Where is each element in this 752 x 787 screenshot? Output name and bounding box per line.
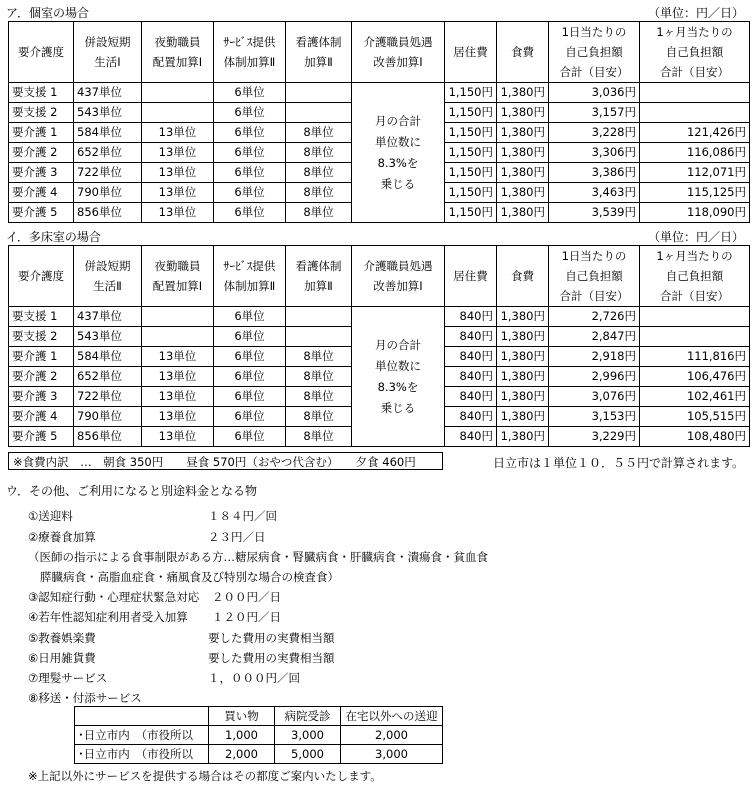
shared-room-header-cell bbox=[497, 246, 549, 307]
shared-room-header-cell bbox=[142, 246, 214, 307]
section-i-title: イ．多床室の場合 bbox=[6, 230, 101, 244]
private-room-header-cell bbox=[74, 22, 142, 83]
private-room-header-text: ｻｰﾋﾞｽ提供 bbox=[223, 35, 276, 49]
private-room-cell: 要介護 2 bbox=[9, 143, 74, 163]
item-label-young-dementia: ④若年性認知症利用者受入加算 bbox=[28, 610, 188, 624]
shared-room-header-cell bbox=[9, 246, 74, 307]
shared-room-cell: 1,380円 bbox=[497, 347, 549, 367]
private-room-merged-note-text: 乗じる bbox=[380, 176, 416, 191]
shared-room-cell: 652単位 bbox=[74, 367, 142, 387]
item-value-haircut: １，０００円／回 bbox=[208, 671, 300, 685]
transport-header-cell: 在宅以外への送迎 bbox=[341, 707, 443, 726]
shared-room-cell: 105,515円 bbox=[640, 407, 750, 427]
shared-room-cell: 1,380円 bbox=[497, 387, 549, 407]
shared-room-header-text: 改善加算Ⅰ bbox=[373, 279, 423, 293]
shared-room-cell: 1,380円 bbox=[497, 327, 549, 347]
private-room-cell: 1,150円 bbox=[445, 83, 497, 103]
private-room-cell: 13単位 bbox=[142, 143, 214, 163]
shared-room-cell: 840円 bbox=[445, 427, 497, 447]
private-room-header-text: 1ヶ月当たりの bbox=[656, 25, 733, 39]
shared-room-cell: 8単位 bbox=[286, 387, 352, 407]
shared-room-cell: 790単位 bbox=[74, 407, 142, 427]
transport-cell: 1,000 bbox=[209, 726, 275, 745]
private-room-header-cell bbox=[9, 22, 74, 83]
private-room-merged-note-text: 8.3%を bbox=[377, 155, 419, 170]
private-room-header-text: 配置加算Ⅰ bbox=[152, 55, 203, 69]
private-room-cell: 115,125円 bbox=[640, 183, 750, 203]
item-value-recreation: 要した費用の実費相当額 bbox=[208, 631, 335, 645]
shared-room-cell: 3,153円 bbox=[549, 407, 640, 427]
shared-room-cell: 2,847円 bbox=[549, 327, 640, 347]
shared-room-cell: 108,480円 bbox=[640, 427, 750, 447]
item-label-transport: ①送迎料 bbox=[28, 509, 73, 523]
transport-cell: ･日立市内 （市役所以 bbox=[75, 726, 209, 745]
private-room-cell: 1,150円 bbox=[445, 163, 497, 183]
private-room-cell: 1,380円 bbox=[497, 183, 549, 203]
shared-room-header-text: 自己負担額 bbox=[665, 269, 724, 283]
shared-room-header-text: 介護職員処遇 bbox=[363, 259, 433, 273]
shared-room-cell: 840円 bbox=[445, 347, 497, 367]
private-room-header-cell bbox=[214, 22, 286, 83]
private-room-cell: 要介護 4 bbox=[9, 183, 74, 203]
private-room-header-text: 自己負担額 bbox=[565, 45, 623, 59]
shared-room-merged-note-cell bbox=[352, 307, 445, 447]
private-room-cell: 6単位 bbox=[214, 83, 286, 103]
shared-room-fee-table bbox=[8, 245, 750, 447]
diet-note-line-2: 膵臓病食・高脂血症食・痛風食及び特別な場合の検査食） bbox=[40, 570, 339, 584]
private-room-cell: 121,426円 bbox=[640, 123, 750, 143]
shared-room-header-row bbox=[9, 246, 750, 307]
item-label-diet: ②療養食加算 bbox=[28, 530, 96, 544]
shared-room-header-text: 加算Ⅱ bbox=[304, 279, 333, 293]
shared-room-cell: 8単位 bbox=[286, 427, 352, 447]
shared-room-cell: 要介護 2 bbox=[9, 367, 74, 387]
shared-room-row bbox=[9, 307, 750, 327]
shared-room-cell: 3,229円 bbox=[549, 427, 640, 447]
shared-room-header-text: 配置加算Ⅰ bbox=[152, 279, 203, 293]
shared-room-cell: 1,380円 bbox=[497, 407, 549, 427]
private-room-cell: 3,463円 bbox=[549, 183, 640, 203]
private-room-cell: 1,150円 bbox=[445, 183, 497, 203]
shared-room-cell: 8単位 bbox=[286, 347, 352, 367]
private-room-cell: 112,071円 bbox=[640, 163, 750, 183]
private-room-header-text: 合計（目安） bbox=[660, 65, 729, 79]
private-room-cell: 1,380円 bbox=[497, 123, 549, 143]
shared-room-merged-note-text: 単位数に bbox=[375, 358, 421, 373]
private-room-cell: 584単位 bbox=[74, 123, 142, 143]
private-room-cell: 543単位 bbox=[74, 103, 142, 123]
shared-room-header-text: ｻｰﾋﾞｽ提供 bbox=[223, 259, 276, 273]
shared-room-header-text: 食費 bbox=[511, 269, 534, 283]
section-a-title: ア．個室の場合 bbox=[6, 6, 90, 20]
shared-room-cell: 6単位 bbox=[214, 327, 286, 347]
private-room-cell bbox=[142, 83, 214, 103]
transport-cell: 3,000 bbox=[275, 726, 341, 745]
item-value-dementia-emergency: ２００円／日 bbox=[212, 590, 281, 604]
private-room-header-text: 自己負担額 bbox=[665, 45, 724, 59]
shared-room-cell: 856単位 bbox=[74, 427, 142, 447]
shared-room-cell: 6単位 bbox=[214, 367, 286, 387]
private-room-cell: 722単位 bbox=[74, 163, 142, 183]
item-label-dementia-emergency: ③認知症行動・心理症状緊急対応 bbox=[28, 590, 200, 604]
transport-cell: 3,000 bbox=[341, 745, 443, 764]
transport-header-cell: 買い物 bbox=[209, 707, 275, 726]
item-label-recreation: ⑤教養娯楽費 bbox=[28, 631, 96, 645]
private-room-cell: 6単位 bbox=[214, 123, 286, 143]
private-room-header-text: 生活Ⅰ bbox=[94, 55, 121, 69]
private-room-cell: 6単位 bbox=[214, 163, 286, 183]
shared-room-header-text: 生活Ⅱ bbox=[93, 279, 122, 293]
private-room-cell: 8単位 bbox=[286, 163, 352, 183]
private-room-cell: 437単位 bbox=[74, 83, 142, 103]
private-room-cell: 3,036円 bbox=[549, 83, 640, 103]
private-room-header-text: 体制加算Ⅱ bbox=[223, 55, 276, 69]
item-label-daily-goods: ⑥日用雑貨費 bbox=[28, 651, 96, 665]
shared-room-cell: 要介護 1 bbox=[9, 347, 74, 367]
shared-room-header-cell bbox=[445, 246, 497, 307]
meal-breakdown-note: ※食費内訳 … 朝食 350円 昼食 570円（おやつ代含む） 夕食 460円 bbox=[8, 452, 443, 470]
private-room-merged-note-text: 単位数に bbox=[375, 134, 421, 149]
private-room-header-text: 合計（目安） bbox=[559, 65, 629, 79]
private-room-header-text: 居住費 bbox=[453, 45, 488, 59]
private-room-cell: 3,306円 bbox=[549, 143, 640, 163]
private-room-cell: 8単位 bbox=[286, 123, 352, 143]
private-room-cell: 116,086円 bbox=[640, 143, 750, 163]
private-room-header-cell bbox=[497, 22, 549, 83]
private-room-header-text: 夜勤職員 bbox=[154, 35, 201, 49]
shared-room-header-cell bbox=[549, 246, 640, 307]
item-label-transport-escort: ⑧移送・付添サービス bbox=[28, 691, 142, 705]
private-room-merged-note-text: 月の合計 bbox=[375, 113, 421, 128]
shared-room-cell: 要介護 4 bbox=[9, 407, 74, 427]
shared-room-cell bbox=[142, 327, 214, 347]
private-room-header-text: 1日当たりの bbox=[561, 25, 627, 39]
private-room-header-row bbox=[9, 22, 750, 83]
private-room-cell: 6単位 bbox=[214, 143, 286, 163]
footer-note: ※上記以外にサービスを提供する場合はその都度ご案内いたします。 bbox=[28, 769, 382, 783]
private-room-header-text: 併設短期 bbox=[84, 35, 131, 49]
shared-room-cell: 13単位 bbox=[142, 427, 214, 447]
shared-room-header-text: 自己負担額 bbox=[565, 269, 623, 283]
shared-room-header-cell bbox=[74, 246, 142, 307]
shared-room-cell: 13単位 bbox=[142, 347, 214, 367]
private-room-cell: 1,150円 bbox=[445, 203, 497, 223]
private-room-cell: 要支援 2 bbox=[9, 103, 74, 123]
private-room-cell: 8単位 bbox=[286, 143, 352, 163]
private-room-cell bbox=[640, 83, 750, 103]
shared-room-header-text: 居住費 bbox=[453, 269, 488, 283]
private-room-cell: 3,386円 bbox=[549, 163, 640, 183]
private-room-row bbox=[9, 83, 750, 103]
shared-room-merged-note-text: 乗じる bbox=[380, 400, 416, 415]
shared-room-cell: 8単位 bbox=[286, 407, 352, 427]
private-room-cell: 3,157円 bbox=[549, 103, 640, 123]
shared-room-cell: 437単位 bbox=[74, 307, 142, 327]
transport-header-cell bbox=[75, 707, 209, 726]
private-room-cell: 3,228円 bbox=[549, 123, 640, 143]
shared-room-header-text: 夜勤職員 bbox=[154, 259, 201, 273]
shared-room-cell: 13単位 bbox=[142, 367, 214, 387]
private-room-cell: 1,150円 bbox=[445, 123, 497, 143]
private-room-header-text: 食費 bbox=[511, 45, 534, 59]
shared-room-cell: 840円 bbox=[445, 407, 497, 427]
shared-room-cell bbox=[640, 307, 750, 327]
private-room-cell: 790単位 bbox=[74, 183, 142, 203]
item-value-daily-goods: 要した費用の実費相当額 bbox=[208, 651, 335, 665]
transport-header-row bbox=[75, 707, 443, 726]
shared-room-cell: 要介護 5 bbox=[9, 427, 74, 447]
private-room-cell: 13単位 bbox=[142, 203, 214, 223]
shared-room-cell: 2,918円 bbox=[549, 347, 640, 367]
shared-room-header-cell bbox=[286, 246, 352, 307]
private-room-cell: 8単位 bbox=[286, 183, 352, 203]
private-room-cell: 要支援 1 bbox=[9, 83, 74, 103]
private-room-cell: 6単位 bbox=[214, 203, 286, 223]
private-room-cell: 要介護 1 bbox=[9, 123, 74, 143]
private-room-cell: 3,539円 bbox=[549, 203, 640, 223]
shared-room-cell: 6単位 bbox=[214, 427, 286, 447]
private-room-cell: 要介護 5 bbox=[9, 203, 74, 223]
shared-room-cell: 要支援 1 bbox=[9, 307, 74, 327]
private-room-cell: 要介護 3 bbox=[9, 163, 74, 183]
shared-room-cell: 要介護 3 bbox=[9, 387, 74, 407]
shared-room-cell: 1,380円 bbox=[497, 307, 549, 327]
shared-room-header-text: 1ヶ月当たりの bbox=[656, 249, 733, 263]
shared-room-cell: 543単位 bbox=[74, 327, 142, 347]
private-room-cell: 1,150円 bbox=[445, 143, 497, 163]
shared-room-cell: 840円 bbox=[445, 307, 497, 327]
private-room-header-text: 改善加算Ⅰ bbox=[373, 55, 423, 69]
transport-header-cell: 病院受診 bbox=[275, 707, 341, 726]
shared-room-header-text: 要介護度 bbox=[18, 269, 64, 283]
shared-room-cell: 840円 bbox=[445, 387, 497, 407]
private-room-cell: 1,380円 bbox=[497, 203, 549, 223]
shared-room-cell: 6単位 bbox=[214, 387, 286, 407]
transport-cell: 2,000 bbox=[209, 745, 275, 764]
shared-room-cell: 840円 bbox=[445, 367, 497, 387]
private-room-header-cell bbox=[286, 22, 352, 83]
private-room-cell: 6単位 bbox=[214, 183, 286, 203]
shared-room-header-text: 看護体制 bbox=[295, 259, 342, 273]
shared-room-cell: 8単位 bbox=[286, 367, 352, 387]
private-room-header-text: 要介護度 bbox=[18, 45, 64, 59]
shared-room-cell: 840円 bbox=[445, 327, 497, 347]
shared-room-cell: 1,380円 bbox=[497, 367, 549, 387]
shared-room-header-cell bbox=[352, 246, 445, 307]
private-room-cell: 652単位 bbox=[74, 143, 142, 163]
shared-room-cell: 2,726円 bbox=[549, 307, 640, 327]
shared-room-cell: 722単位 bbox=[74, 387, 142, 407]
shared-room-header-text: 合計（目安） bbox=[660, 289, 729, 303]
unit-price-note: 日立市は１単位１０．５５円で計算されます。 bbox=[492, 456, 744, 470]
shared-room-cell bbox=[286, 307, 352, 327]
private-room-header-cell bbox=[549, 22, 640, 83]
private-room-merged-note-cell bbox=[352, 83, 445, 223]
shared-room-cell: 要支援 2 bbox=[9, 327, 74, 347]
transport-cell: ･日立市内 （市役所以 bbox=[75, 745, 209, 764]
private-room-cell bbox=[286, 103, 352, 123]
private-room-cell bbox=[142, 103, 214, 123]
private-room-cell: 118,090円 bbox=[640, 203, 750, 223]
private-room-header-cell bbox=[142, 22, 214, 83]
private-room-cell: 8単位 bbox=[286, 203, 352, 223]
shared-room-header-text: 併設短期 bbox=[84, 259, 131, 273]
section-u-title: ウ．その他、ご利用になると別途料金となる物 bbox=[6, 484, 258, 498]
private-room-cell: 1,380円 bbox=[497, 163, 549, 183]
private-room-header-cell bbox=[445, 22, 497, 83]
private-room-cell: 856単位 bbox=[74, 203, 142, 223]
private-room-header-cell bbox=[352, 22, 445, 83]
shared-room-cell: 6単位 bbox=[214, 407, 286, 427]
section-i-unit: （単位：円／日） bbox=[647, 230, 744, 244]
shared-room-cell: 102,461円 bbox=[640, 387, 750, 407]
section-a-unit: （単位：円／日） bbox=[647, 6, 744, 20]
shared-room-header-text: 1日当たりの bbox=[561, 249, 627, 263]
private-room-header-text: 介護職員処遇 bbox=[363, 35, 433, 49]
item-label-haircut: ⑦理髪サービス bbox=[28, 671, 108, 685]
private-room-cell: 13単位 bbox=[142, 163, 214, 183]
shared-room-header-cell bbox=[640, 246, 750, 307]
shared-room-cell: 3,076円 bbox=[549, 387, 640, 407]
shared-room-header-cell bbox=[214, 246, 286, 307]
item-value-young-dementia: １２０円／日 bbox=[212, 610, 281, 624]
item-value-transport: １８４円／回 bbox=[208, 509, 277, 523]
shared-room-cell bbox=[640, 327, 750, 347]
private-room-cell bbox=[286, 83, 352, 103]
private-room-cell bbox=[640, 103, 750, 123]
shared-room-cell: 106,476円 bbox=[640, 367, 750, 387]
shared-room-cell: 2,996円 bbox=[549, 367, 640, 387]
transport-cell: 2,000 bbox=[341, 726, 443, 745]
shared-room-cell: 13単位 bbox=[142, 407, 214, 427]
private-room-cell: 13単位 bbox=[142, 123, 214, 143]
private-room-fee-table bbox=[8, 21, 750, 223]
item-value-diet: ２３円／日 bbox=[208, 530, 266, 544]
shared-room-header-text: 合計（目安） bbox=[559, 289, 629, 303]
private-room-header-text: 看護体制 bbox=[295, 35, 342, 49]
shared-room-cell: 6単位 bbox=[214, 307, 286, 327]
private-room-cell: 1,380円 bbox=[497, 83, 549, 103]
shared-room-cell: 111,816円 bbox=[640, 347, 750, 367]
shared-room-merged-note-text: 月の合計 bbox=[375, 337, 421, 352]
shared-room-cell: 1,380円 bbox=[497, 427, 549, 447]
diet-note-line-1: （医師の指示による食事制限がある方…糖尿病食・腎臓病食・肝臓病食・潰瘍食・貧血食 bbox=[28, 550, 488, 564]
transport-row bbox=[75, 745, 443, 764]
transport-row bbox=[75, 726, 443, 745]
transport-cell: 5,000 bbox=[275, 745, 341, 764]
shared-room-merged-note-text: 8.3%を bbox=[377, 379, 419, 394]
shared-room-cell bbox=[142, 307, 214, 327]
private-room-cell: 6単位 bbox=[214, 103, 286, 123]
transport-escort-table bbox=[74, 706, 443, 764]
private-room-header-text: 加算Ⅱ bbox=[304, 55, 333, 69]
shared-room-cell: 584単位 bbox=[74, 347, 142, 367]
private-room-cell: 13単位 bbox=[142, 183, 214, 203]
shared-room-cell: 6単位 bbox=[214, 347, 286, 367]
shared-room-header-text: 体制加算Ⅱ bbox=[223, 279, 276, 293]
private-room-cell: 1,380円 bbox=[497, 143, 549, 163]
private-room-cell: 1,150円 bbox=[445, 103, 497, 123]
private-room-header-cell bbox=[640, 22, 750, 83]
shared-room-cell: 13単位 bbox=[142, 387, 214, 407]
shared-room-cell bbox=[286, 327, 352, 347]
private-room-cell: 1,380円 bbox=[497, 103, 549, 123]
